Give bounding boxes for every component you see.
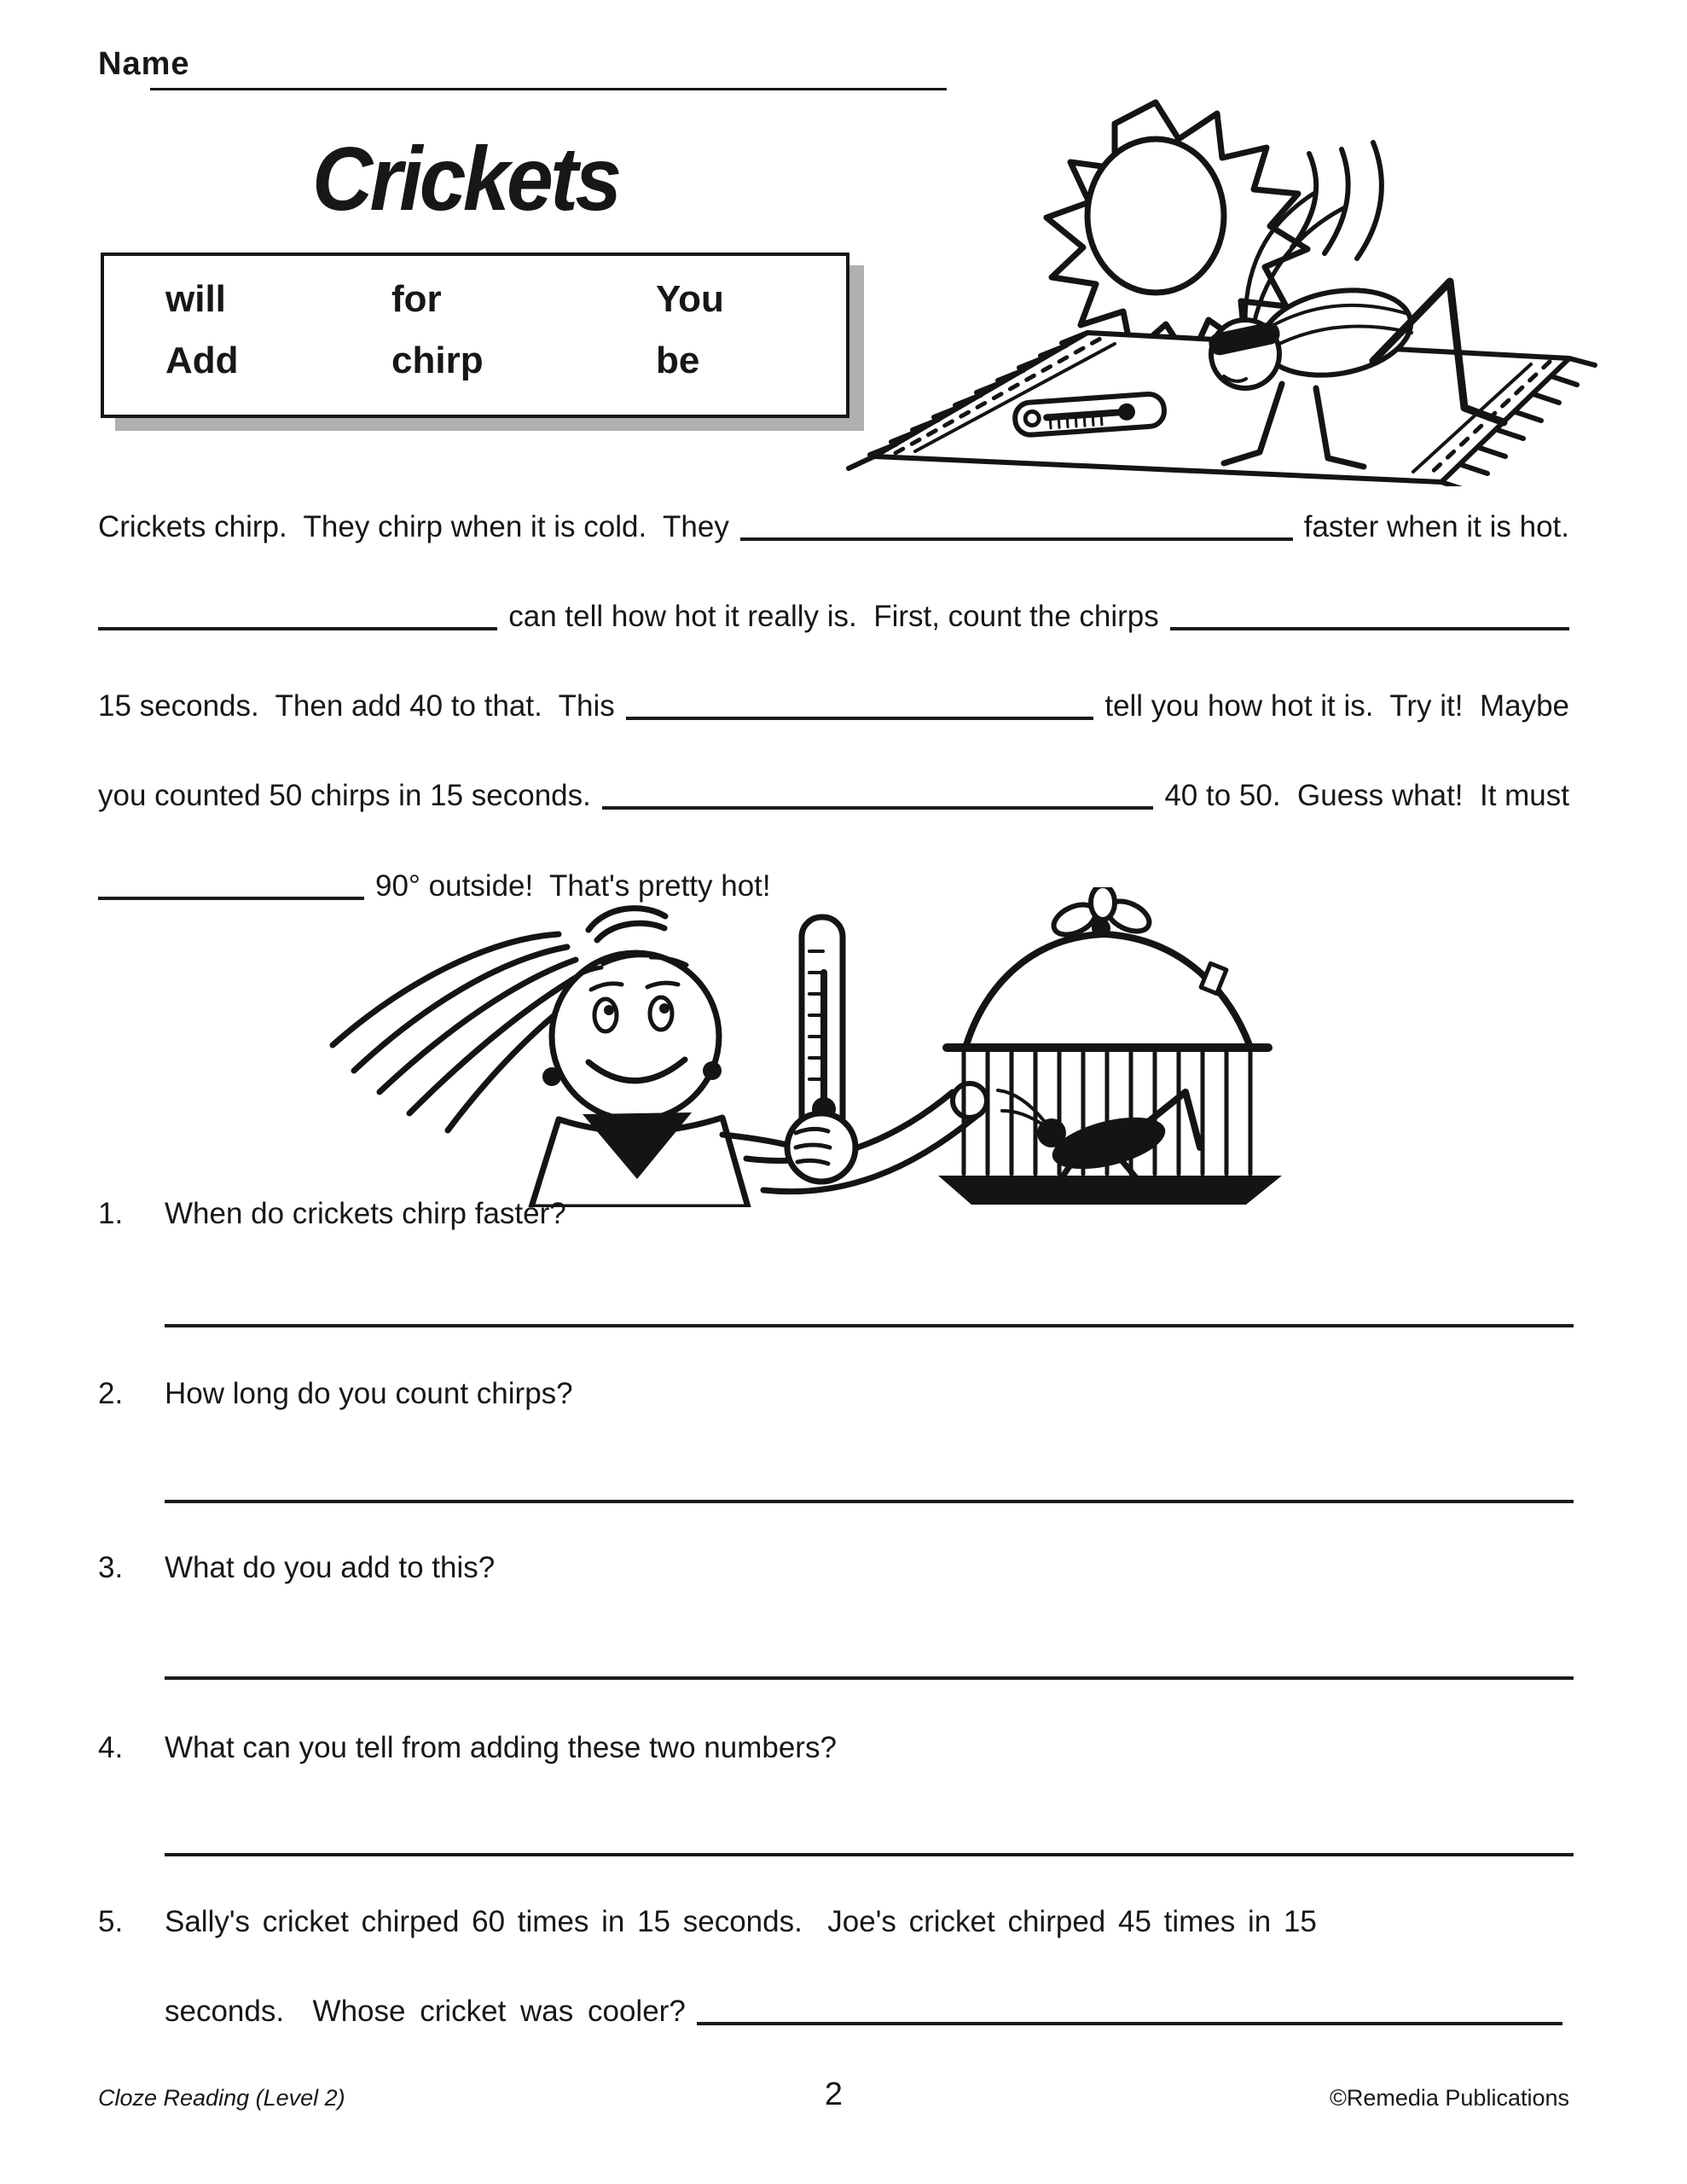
passage-text: 90° outside! That's pretty hot! xyxy=(375,869,771,903)
earring-icon xyxy=(703,1061,722,1080)
name-label: Name xyxy=(98,46,190,82)
question-number: 5. xyxy=(98,1905,124,1938)
word-bank-word: will xyxy=(165,278,226,320)
word-bank-word: You xyxy=(656,278,724,320)
girl-thermometer-cage-illustration xyxy=(303,887,1322,1207)
question-text: seconds. Whose cricket was cooler? xyxy=(165,1995,686,2028)
passage-text: can tell how hot it really is. First, count the chirps xyxy=(508,600,1159,633)
earring-icon xyxy=(542,1067,561,1086)
word-bank-word: chirp xyxy=(391,340,484,381)
cricket-scene xyxy=(815,73,1625,486)
question-text: When do crickets chirp faster? xyxy=(165,1197,566,1230)
passage-text: you counted 50 chirps in 15 seconds. xyxy=(98,779,591,812)
thermometer-icon xyxy=(1014,393,1165,436)
fill-in-blank xyxy=(740,536,1293,541)
fill-in-blank xyxy=(626,715,1094,720)
footer-page-number: 2 xyxy=(824,2077,844,2112)
answer-line xyxy=(165,1676,1574,1680)
cricket-cage xyxy=(938,887,1282,1205)
question-1 xyxy=(98,1197,1576,1231)
footer-publisher: ©Remedia Publications xyxy=(1329,2085,1569,2111)
question-text: Sally's cricket chirped 60 times in 15 seconds. Joe's cricket chirped 45 times in 15 xyxy=(165,1905,1317,1938)
question-text: What do you add to this? xyxy=(165,1551,496,1584)
fill-in-blank xyxy=(697,2020,1562,2025)
cricket-sunbathing-illustration xyxy=(815,73,1625,486)
fill-in-blank xyxy=(602,804,1153,810)
cricket-icon xyxy=(998,1090,1200,1186)
girl-shirt xyxy=(531,1112,748,1207)
question-text: How long do you count chirps? xyxy=(165,1377,573,1410)
answer-line xyxy=(165,1324,1574,1327)
fill-in-blank xyxy=(98,625,497,630)
passage-text: tell you how hot it is. Try it! Maybe xyxy=(1104,689,1569,723)
answer-line xyxy=(165,1500,1574,1503)
girl-face xyxy=(542,953,722,1120)
word-bank-word: be xyxy=(656,340,700,381)
word-bank-box xyxy=(101,253,849,418)
passage-text: 40 to 50. Guess what! It must xyxy=(1164,779,1569,812)
passage-text: faster when it is hot. xyxy=(1303,510,1569,543)
passage-text: Crickets chirp. They chirp when it is cold. They xyxy=(98,510,729,543)
girl-scene xyxy=(303,887,1322,1207)
question-number: 4. xyxy=(98,1731,124,1764)
question-number: 1. xyxy=(98,1197,124,1230)
page-title: Crickets xyxy=(312,129,619,229)
fill-in-blank xyxy=(1170,625,1569,630)
question-number: 3. xyxy=(98,1551,124,1584)
question-text: What can you tell from adding these two numbers? xyxy=(165,1731,837,1764)
question-4 xyxy=(98,1731,1576,1765)
girl-arm xyxy=(746,1083,987,1192)
word-bank-word: Add xyxy=(165,340,239,381)
passage-line xyxy=(98,510,1569,544)
footer-series-title: Cloze Reading (Level 2) xyxy=(98,2085,345,2111)
passage-text: 15 seconds. Then add 40 to that. This xyxy=(98,689,615,723)
girl-hand xyxy=(722,1113,855,1182)
word-bank-word: for xyxy=(391,278,442,320)
question-5 xyxy=(98,1905,1576,1939)
passage-line xyxy=(98,689,1569,723)
passage-line xyxy=(98,779,1569,813)
passage-line xyxy=(98,600,1569,634)
question-3 xyxy=(98,1551,1576,1585)
question-2 xyxy=(98,1377,1576,1411)
question-5-line2 xyxy=(165,1995,1574,2029)
answer-line xyxy=(165,1853,1574,1856)
question-number: 2. xyxy=(98,1377,124,1410)
